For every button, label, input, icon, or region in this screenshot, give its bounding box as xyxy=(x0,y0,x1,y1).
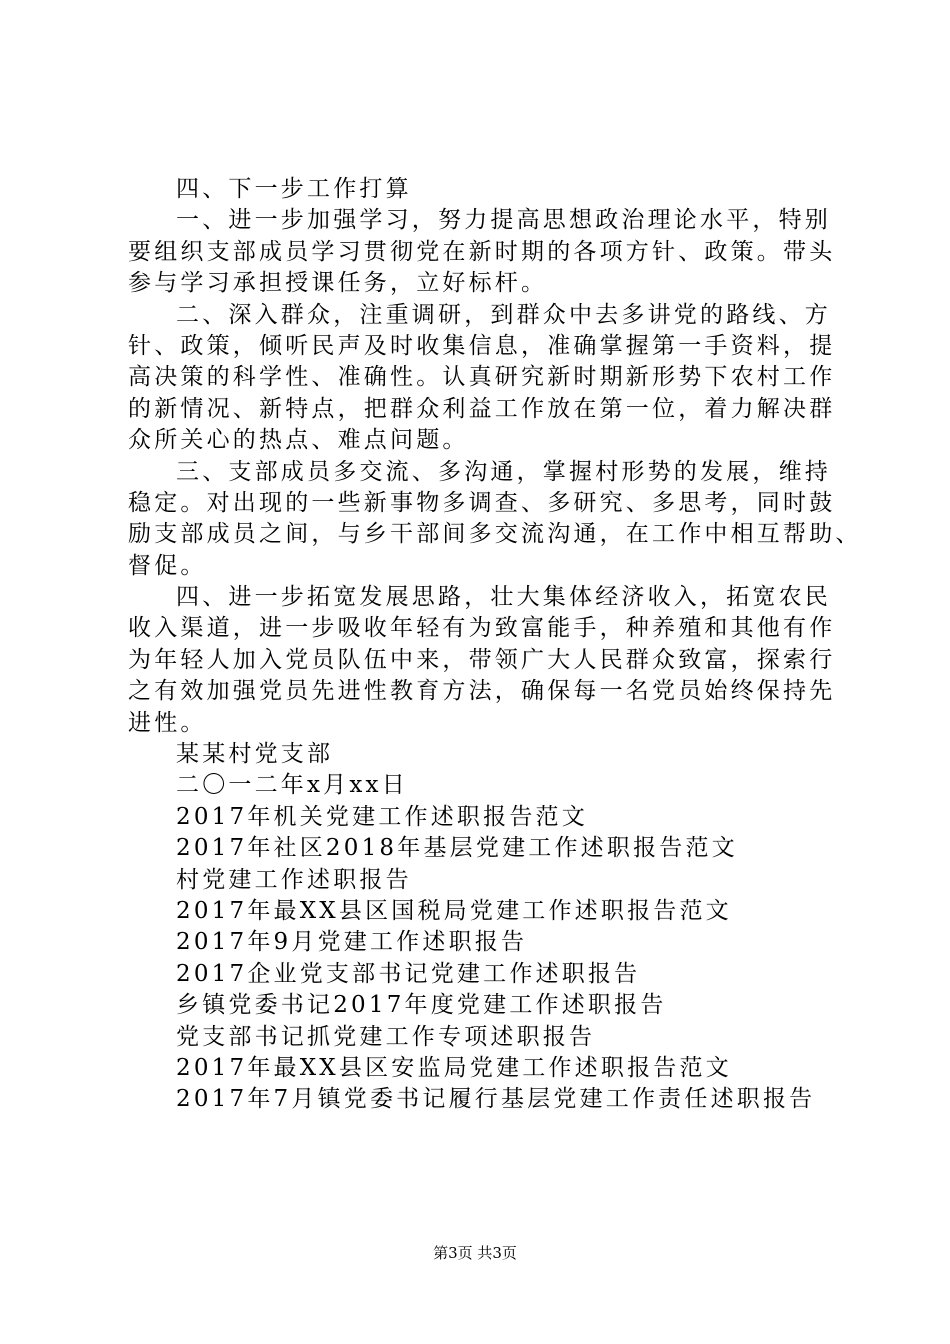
paragraph-line: 四、进一步拓宽发展思路，壮大集体经济收入，拓宽农民 xyxy=(176,584,831,611)
paragraph-line: 收入渠道，进一步吸收年轻有为致富能手，种养殖和其他有作 xyxy=(128,615,836,642)
paragraph-line: 稳定。对出现的一些新事物多调查、多研究、多思考，同时鼓 xyxy=(128,489,836,516)
related-title: 村党建工作述职报告 xyxy=(176,866,412,893)
paragraph-line: 众所关心的热点、难点问题。 xyxy=(128,427,469,454)
paragraph-line: 参与学习承担授课任务，立好标杆。 xyxy=(128,270,548,297)
related-title: 2017年社区2018年基层党建工作述职报告范文 xyxy=(176,835,738,862)
related-title: 乡镇党委书记2017年度党建工作述职报告 xyxy=(176,992,667,1019)
related-title: 2017企业党支部书记党建工作述职报告 xyxy=(176,960,641,987)
related-title: 2017年7月镇党委书记履行基层党建工作责任述职报告 xyxy=(176,1086,816,1113)
paragraph-line: 之有效加强党员先进性教育方法，确保每一名党员始终保持先 xyxy=(128,678,836,705)
document-body xyxy=(128,174,862,1116)
paragraph-line: 的新情况、新特点，把群众利益工作放在第一位，着力解决群 xyxy=(128,395,836,422)
paragraph-line: 要组织支部成员学习贯彻党在新时期的各项方针、政策。带头 xyxy=(128,238,836,265)
paragraph-line: 三、支部成员多交流、多沟通，掌握村形势的发展，维持 xyxy=(176,458,831,485)
paragraph-line: 督促。 xyxy=(128,552,207,579)
related-title: 2017年最XX县区国税局党建工作述职报告范文 xyxy=(176,897,732,924)
signature-date: 二〇一二年x月xx日 xyxy=(176,772,408,799)
related-title: 2017年9月党建工作述职报告 xyxy=(176,929,528,956)
paragraph-line: 励支部成员之间，与乡干部间多交流沟通，在工作中相互帮助、 xyxy=(128,521,862,548)
page-number: 第3页 共3页 xyxy=(433,1244,517,1262)
related-title: 党支部书记抓党建工作专项述职报告 xyxy=(176,1023,596,1050)
paragraph-line: 二、深入群众，注重调研，到群众中去多讲党的路线、方 xyxy=(176,301,831,328)
page-footer xyxy=(0,1243,950,1263)
paragraph-line: 进性。 xyxy=(128,709,207,736)
related-title: 2017年机关党建工作述职报告范文 xyxy=(176,803,588,830)
paragraph-line: 一、进一步加强学习，努力提高思想政治理论水平，特别 xyxy=(176,207,831,234)
related-title: 2017年最XX县区安监局党建工作述职报告范文 xyxy=(176,1054,732,1081)
section-heading: 四、下一步工作打算 xyxy=(176,176,412,202)
paragraph-line: 高决策的科学性、准确性。认真研究新时期新形势下农村工作 xyxy=(128,364,836,391)
paragraph-line: 针、政策，倾听民声及时收集信息，准确掌握第一手资料，提 xyxy=(128,332,836,359)
signature-org: 某某村党支部 xyxy=(176,741,334,768)
paragraph-line: 为年轻人加入党员队伍中来，带领广大人民群众致富，探索行 xyxy=(128,646,836,673)
